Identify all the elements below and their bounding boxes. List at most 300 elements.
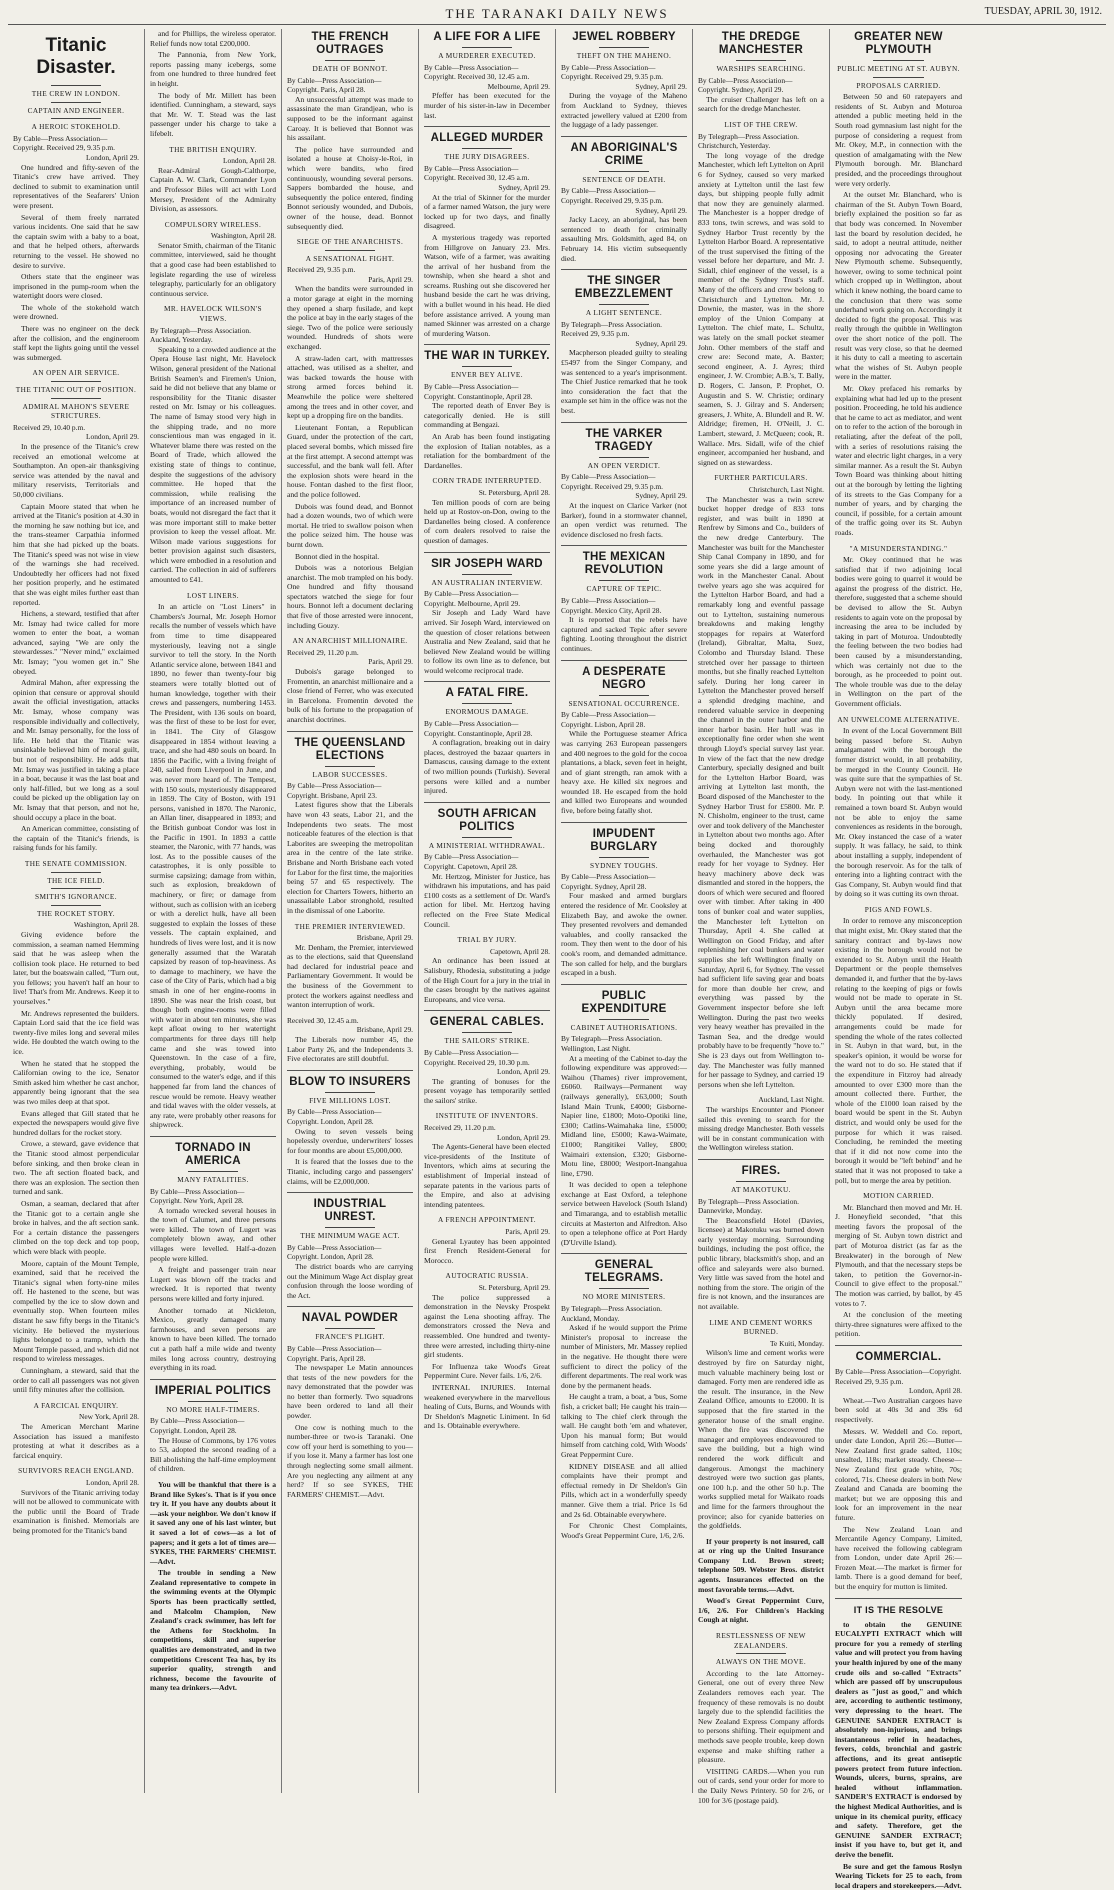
paragraph: The police suppressed a demonstration in the Nevsky Prospekt against the Lena shooting affray. The demonstrators crossed the Neva and reassembled. One hundred and twenty-three were arrested, including thirty-nine girl students. (424, 1293, 550, 1360)
cable-credit: By Cable—Press Association—Copyright. Received 29, 10.30 p.m. (424, 1048, 550, 1067)
paragraph: Wilson's lime and cement works were destroyed by fire on Saturday night, much valuable machinery being lost or damaged. Forty men are rendered idle as the result. The insurance, in the New Zealand Office, amounts to £2000. It is supposed that the fire started in the generator house of the small engine. When the fire was discovered the manager and employees endeavoured to save the building, but a high wind rendered the work difficult and dangerous. Amongst the machinery destroyed were two suction gas plants, one 100 h.p. and the other 50 h.p. The works supplied metal for Waikato roads and lime for the farmers throughout the province; also for cyanide batteries on the goldfields. (698, 1348, 824, 1530)
subhead-rule (736, 1181, 786, 1182)
paragraph: A freight and passenger train near Lugert was blown off the tracks and wrecked. It is reported that twenty persons were killed and forty injured. (150, 1265, 276, 1303)
dateline: Capetown, April 28. (424, 947, 550, 957)
subheadline: AUTOCRATIC RUSSIA. (424, 1271, 550, 1281)
subheadline: AN ANARCHIST MILLIONAIRE. (287, 636, 413, 646)
article (287, 1070, 413, 1186)
subhead-rule (599, 171, 649, 172)
article (424, 476, 550, 545)
subhead-rule (599, 47, 649, 48)
cable-credit: By Telegraph—Press Association. Auckland, Yesterday. (150, 326, 276, 345)
subhead-rule (325, 1227, 375, 1228)
article (698, 1159, 824, 1312)
paragraph: Mr. Okey prefaced his remarks by explaining what had led up to the present position. Proceeding, he told his audience that he came to act as mediator, and went on to refer to the action of the borough in retaliating, after the defeat of the poll, with a series of resolutions raising the water and electric light charges, in a very similar manner. As a result the St. Aubyn Town Board was thinking about hitting out at the borough by letting the lighting of its streets to the Gas Company for a number of years, and by charging the council, if possible, for a certain amount of the traffic going over its St. Aubyn roads. (835, 384, 962, 538)
paragraph: Sir Joseph and Lady Ward have arrived. Sir Joseph Ward, interviewed on the question of closer relations between Australia and New Zealand, said that he believed New Zealand would be willing to follow its own line as to defence, but would welcome reciprocal trade. (424, 608, 550, 675)
article (287, 1306, 413, 1499)
dateline: Paris, April 29. (287, 657, 413, 667)
subhead-rule (51, 398, 101, 399)
subheadline: NO MORE HALF-TIMERS. (150, 1405, 276, 1415)
cable-credit: By Cable—Press Association—Copyright. Brisbane, April 23. (287, 781, 413, 800)
article-divider (561, 660, 687, 661)
paragraph: The long voyage of the dredge Manchester, which left Lyttelton on April 6 for Sydney, caused so very marked anxiety at Lyttelton until the last few days, but shipping people fully admit that now they are genuinely alarmed. The Manchester is a hopper dredge of 833 tons, twin screws, and was sold to Sydney Harbor Trust recently by the Lyttelton Harbor Board. A representative of the trust supervised the fitting of the vessel before her departure, and Mr. J. Sidall, chief engineer of the vessel, is a member of the Sydney Trust's staff. Many of the officers and crew belong to Christchurch and Lyttelton. Mr. J. Downie, the master, was in the shore employ of the Union Company at Lyttelton. The chief mate, L. Schultz, was lately on the small pocket steamer John. Other members of the staff and crew are: Second mate, A. Baxter; second engineer, A. J. Ayres; third engineer, J. W. Crombie; A.B.'s, T. Bally, D. Rogers, C. Janson, P. Prophet, O. Augustin and S. W. Christie; ordinary seamen, S. J. Gilray and S. Andersen; greasers, J. White, A. Blundell and R. W. Aldridge; firemen, H. O'Neill, J. C. Lambert, steward, J. McQueen; cook, R. Wallace. Mrs. Sidall, wife of the chief engineer, accompanied her husband, and signed on as stewardess. (698, 151, 824, 468)
paragraph: It was decided to open a telephone exchange at East Oxford, a telephone service between Havelock (South Island) and Timaranga, and to establish metallic circuits at Masterton and Alfredton. Also to open a telephone office at Port Hardy (D'Urville Island). (561, 1180, 687, 1247)
subheadline: AN UNWELCOME ALTERNATIVE. (835, 715, 962, 725)
paragraph: At the conclusion of the meeting thirty-three signatures were affixed to the petition. (835, 1310, 962, 1339)
subheadline: THE BRITISH ENQUIRY. (150, 145, 276, 155)
paragraph: The newspaper Le Matin announces that tests of the new powders for the navy demonstrated that the powder was no better than formerly. Two squadrons have been ordered to land all their powder. (287, 1363, 413, 1421)
article (150, 591, 276, 1130)
paragraph: The Beaconsfield Hotel (Davies, licensee) at Makotuku was burned down early yesterday morning. Surrounding buildings, including the post office, the public library, blacksmith's shop, and an office and saleyards were also burned. Very little was saved from the hotel and nothing from the store. The origin of the fire is not known, and the insurances are not available. (698, 1216, 824, 1312)
cable-credit: By Cable—Press Association—Copyright. Received 29, 9.35 p.m. (561, 63, 687, 82)
paragraph: Be sure and get the famous Roslyn Wearing Tickets for 25 to each, from local drapers and storekeepers.—Advt. (835, 1862, 962, 1890)
paragraph: Others state that the engineer was imprisoned in the pump-room when the watertight doors were closed. (13, 272, 139, 301)
subheadline: THEFT ON THE MAHENO. (561, 51, 687, 61)
paragraph: One hundred and fifty-seven of the Titanic's crew have arrived. They declined to submit to examination until representatives of the Seafarers' Union were present. (13, 163, 139, 211)
subhead-rule (51, 872, 101, 873)
subhead-rule (325, 766, 375, 767)
dateline: St. Petersburg, April 29. (424, 1283, 550, 1293)
paragraph: Macpherson pleaded guilty to stealing £5497 from the Singer Company, and was sentenced to a year's imprisonment. The Chief Justice remarked that he took into consideration the fact that the example set him in the office was not the best. (561, 348, 687, 415)
paragraph: The Agents-General have been elected vice-presidents of the Institute of Inventors, which aims at securing the establishment of Imperial instead of separate patents in the various parts of the Empire, and also at advising intending patentees. (424, 1142, 550, 1209)
article-divider (287, 1192, 413, 1193)
article (561, 545, 687, 653)
article-divider (835, 1345, 962, 1346)
subheadline: THE ROCKET STORY. (13, 909, 139, 919)
paragraph: In the presence of the Titanic's crew received an emotional welcome at Southampton. An open-air thanksgiving service was attended by the naval and military reservists, Territorials and 50,000 civilians. (13, 442, 139, 500)
subheadline: THE ICE FIELD. (13, 876, 139, 886)
subheadline: ALWAYS ON THE MOVE. (698, 1657, 824, 1667)
paragraph: For Chronic Chest Complaints, Wood's Great Peppermint Cure, 1/6, 2/6. (561, 1521, 687, 1540)
article (698, 1631, 824, 1805)
subhead-rule (599, 580, 649, 581)
subhead-rule (873, 60, 924, 61)
subheadline: THE CREW IN LONDON. (13, 89, 139, 99)
paragraph: Wood's Great Peppermint Cure, 1/6, 2/6. For Children's Hacking Cough at night. (698, 1596, 824, 1625)
cable-credit: By Cable—Press Association—Copyright. Received 30, 12.45 a.m. (424, 164, 550, 183)
headline: THE FRENCH OUTRAGES (287, 31, 413, 57)
cable-credit: Received 29, 10.40 p.m. (13, 423, 139, 433)
article (698, 1537, 824, 1625)
headline: A DESPERATE NEGRO (561, 666, 687, 692)
subheadline: A MURDERER EXECUTED. (424, 51, 550, 61)
headline: A FATAL FIRE. (424, 687, 550, 700)
dateline: London, April 29. (424, 1067, 550, 1077)
cable-credit: By Cable—Press Association—Copyright. Received 29, 9.35 p.m. (561, 186, 687, 205)
cable-credit: By Cable—Press Association—Copyright. Paris, April 28. (287, 1344, 413, 1363)
article (561, 31, 687, 130)
article (287, 731, 413, 916)
dateline: Sydney, April 29. (561, 491, 687, 501)
subheadline: THE PREMIER INTERVIEWED. (287, 922, 413, 932)
paragraph: Mr. Hertzog, Minister for Justice, has withdrawn his imputations, and has paid £100 costs as a settlement of Dr. Ward's action for libel. Mr. Hertzog having reflected on the Free State Medical Council. (424, 872, 550, 930)
paragraph: Another tornado at Nickleton, Mexico, greatly damaged many farmhouses, and seven persons are known to have been killed. The tornado cut a path half a mile wide and twenty miles long across country, destroying everything in its road. (150, 1306, 276, 1373)
subheadline: THE SAILORS' STRIKE. (424, 1036, 550, 1046)
article (13, 859, 139, 1395)
subheadline: THE TITANIC OUT OF POSITION. (13, 385, 139, 395)
article (561, 822, 687, 978)
cable-credit: By Telegraph—Press Association. Christchurch, Yesterday. (698, 132, 824, 151)
dateline: Sydney, April 29. (561, 82, 687, 92)
article (561, 1253, 687, 1540)
article (287, 1192, 413, 1300)
subheadline: SURVIVORS REACH ENGLAND. (13, 1466, 139, 1476)
headline: NAVAL POWDER (287, 1312, 413, 1325)
subheadline: DEATH OF BONNOT. (287, 64, 413, 74)
article-divider (424, 681, 550, 682)
cable-credit: By Telegraph—Press Association. Auckland, Monday. (561, 1304, 687, 1323)
paragraph: Latest figures show that the Liberals have won 43 seats, Labor 21, and the Independents two seats. The most noticeable features of the election is that Laborites are sweeping the metropolitan area in the centre of the late strike. Brisbane and North Brisbane each voted for Labor for the first time, the majorities being 57 and 65 respectively. The election for Charters Towers, hitherto an unassailable Labor stronghold, resulted in the dismissal of one Laborite. (287, 800, 413, 915)
paragraph: An American committee, consisting of the captain of the Titanic's friends, is raising funds for his family. (13, 824, 139, 853)
dateline: London, April 29. (424, 1133, 550, 1143)
paragraph: The cruiser Challenger has left on a search for the dredge Manchester. (698, 95, 824, 114)
article (13, 1466, 139, 1535)
paragraph: The whole of the stokehold watch were drowned. (13, 303, 139, 322)
subheadline: FRANCE'S PLIGHT. (287, 1332, 413, 1342)
subheadline: MOTION CARRIED. (835, 1191, 962, 1201)
paragraph: General Lyautey has been appointed first French Resident-General for Morocco. (424, 1237, 550, 1266)
cable-credit: By Telegraph—Press Association. Wellington, Last Night. (561, 1034, 687, 1053)
paragraph: One cow is nothing much to the number-three or two-is Taranaki. One cow off your herd is something to you—if you lose it. Many a farmer has lost one through neglecting some small ailment. Are you neglecting any ailment at any herd? If so see SYKES, THE FARMERS' CHEMIST.—Advt. (287, 1423, 413, 1500)
article (424, 344, 550, 470)
paragraph: Four masked and armed burglars entered the residence of Mr. Cooksley at Elizabeth Bay, and awoke the owner. They presented revolvers and demanded valuables, and coolly ransacked the room. They then went to the door of his cook's room, and demanded admittance. The son called for help, and the burglars escaped in a bush. (561, 891, 687, 977)
article-divider (424, 344, 550, 345)
subhead-rule (462, 1032, 512, 1033)
subheadline: A MINISTERIAL WITHDRAWAL. (424, 841, 550, 851)
article (561, 660, 687, 816)
article (150, 29, 276, 139)
subheadline: MANY FATALITIES. (150, 1175, 276, 1185)
subheadline: PROPOSALS CARRIED. (835, 81, 962, 91)
headline: INDUSTRIAL UNREST. (287, 1198, 413, 1224)
subhead-rule (736, 1653, 786, 1654)
subhead-rule (873, 77, 924, 78)
cable-credit: By Telegraph—Press Association. Received 29, 9.35 p.m. (561, 320, 687, 339)
subheadline: THE JURY DISAGREES. (424, 152, 550, 162)
subheadline: SENTENCE OF DEATH. (561, 175, 687, 185)
cable-credit: By Cable—Press Association—Copyright. Lisbon, April 28. (561, 710, 687, 729)
cable-credit: By Cable—Press Association—Copyright. Received 29, 9.35 p.m. (13, 134, 139, 153)
article (561, 136, 687, 263)
subheadline: CAPTAIN AND ENGINEER. (13, 106, 139, 116)
paragraph: KIDNEY DISEASE and all allied complaints have their prompt and effectual remedy in Dr Sheldon's Gin Pills, which act in a wonderfully speedy manner. Give them a trial. Price 1s 6d and 2s 6d. Obtainable everywhere. (561, 1462, 687, 1520)
article-divider (698, 1159, 824, 1160)
cable-credit: By Cable—Press Association—Copyright. Sydney, April 28. (561, 872, 687, 891)
subhead-rule (462, 366, 512, 367)
article-divider (287, 1070, 413, 1071)
subheadline: "A MISUNDERSTANDING." (835, 544, 962, 554)
article (150, 1379, 276, 1474)
cable-credit: Received 30, 12.45 a.m. (287, 1016, 413, 1026)
article (835, 31, 962, 538)
subhead-rule (462, 703, 512, 704)
cable-credit: By Cable—Press Association—Copyright. Received 29, 9.35 p.m. (835, 1367, 962, 1386)
subhead-rule (51, 905, 101, 906)
paragraph: Mr. Andrews represented the builders. Captain Lord said that the ice field was twenty-five miles long and several miles wide. He doubted the watch owing to the ice. (13, 1009, 139, 1057)
paragraph: Bonnot died in the hospital. (287, 552, 413, 562)
paragraph: and for Phillips, the wireless operator. Relief funds now total £200,000. (150, 29, 276, 48)
subheadline: CORN TRADE INTERRUPTED. (424, 476, 550, 486)
subheadline: PUBLIC MEETING AT ST. AUBYN. (835, 64, 962, 74)
subheadline: SIEGE OF THE ANARCHISTS. (287, 237, 413, 247)
dateline: Washington, April 28. (150, 231, 276, 241)
subheadline: AT MAKOTUKU. (698, 1185, 824, 1195)
paragraph: Jacky Lacey, an aboriginal, has been sentenced to death for criminally assaulting Mrs. Goldsmith, aged 84, on February 14. His victim subsequently died. (561, 215, 687, 263)
paragraph: Osman, a seaman, declared that after the Titanic got to a certain angle she broke in halves, and the aft section sank. For a certain distance the passengers climbed on the top deck and top poop, which were black with people. (13, 1199, 139, 1257)
dateline: London, April 28. (835, 1386, 962, 1396)
dateline: Sydney, April 29. (561, 206, 687, 216)
headline: ALLEGED MURDER (424, 132, 550, 145)
dateline: Christchurch, Last Night. (698, 485, 824, 495)
paragraph: INTERNAL INJURIES. Internal weakened everywhere in the marvellous healing of Cuts, Burns, and Wounds with Dr Sheldon's Magnetic Liniment. In 6d and 1s. Obtainable everywhere. (424, 1383, 550, 1431)
headline: JEWEL ROBBERY (561, 31, 687, 44)
subheadline: AN AUSTRALIAN INTERVIEW. (424, 578, 550, 588)
subheadline: AN OPEN VERDICT. (561, 461, 687, 471)
paragraph: Giving evidence before the commission, a seaman named Hemming said that he was asleep when the collision took place. He returned to bed later, but the boatswain called, "Turn out, you fellows; you haven't half an hour to live! That's from Mr. Andrews. Keep it to yourselves." (13, 930, 139, 1007)
article-divider (561, 545, 687, 546)
article (150, 1136, 276, 1373)
cable-credit: By Cable—Press Association—Copyright. Capetown, April 28. (424, 852, 550, 871)
subheadline: CAPTURE OF TEPIC. (561, 584, 687, 594)
paragraph: The reported death of Enver Bey is categorically denied. He is still commanding at Bengazi. (424, 401, 550, 430)
dateline: London, April 29. (13, 432, 139, 442)
paragraph: Several of them freely narrated various incidents. One said that he saw the captain swim with a baby to a boat, and that he helped others, afterwards returning to the vessel. He showed no desire to survive. (13, 213, 139, 271)
subheadline: COMPULSORY WIRELESS. (150, 220, 276, 230)
article (287, 1016, 413, 1064)
subhead-rule (51, 102, 101, 103)
paragraph: You will be thankful that there is a Brand like Sykes's. That is if you once try it. If you have any doubts about it—ask your neighbor. We don't know if it saved any one of his last winter, but it saved a lot of cows—as a lot of papers; and it gets a lot of times are—SYKES, THE FARMERS' CHEMIST.—Advt. (150, 1480, 276, 1566)
paragraph: An ordinance has been issued at Salisbury, Rhodesia, substituting a judge of the High Court for a jury in the trial in the cases brought by the natives against Europeans, and vice versa. (424, 956, 550, 1004)
article-divider (561, 422, 687, 423)
article-divider (424, 1010, 550, 1011)
paragraph: It is feared that the losses due to the Titanic, including cargo and passengers' claims, will be £2,000,000. (287, 1157, 413, 1186)
subheadline: NO MORE MINISTERS. (561, 1292, 687, 1302)
cable-credit: Received 29, 9.35 p.m. (287, 265, 413, 275)
paragraph: Lieutenant Fontan, a Republican Guard, under the protection of the cart, placed several bombs, which missed fire at the first attempt. A second attempt was successful, and the bank wall fell. After the explosion shots were heard in the house. Fontan dashed to the first floor, and the police followed. (287, 423, 413, 500)
paragraph: Mr. Blanchard then moved and Mr. H. J. Honeyfield seconded, "that this meeting favors the proposal of the merging of St. Aubyn town district and part of Moturoa district (as far as the Breakwater) in the borough of New Plymouth, and that the necessary steps be taken, to petition the Governor-in-Council to give effect to the proposal." The motion was carried, by ballot, by 45 votes to 7. (835, 1203, 962, 1309)
subhead-rule (599, 1019, 649, 1020)
paragraph: Wheat.—Two Australian cargoes have been sold at 40s 3d and 39s 6d respectively. (835, 1396, 962, 1425)
headline: SOUTH AFRICAN POLITICS (424, 808, 550, 834)
paragraph: When he stated that he stopped the Californian owing to the ice, Senator Smith asked him whether he cast anchor, apparently being ignorant that the sea was two miles deep at that spot. (13, 1059, 139, 1107)
article (698, 473, 824, 1089)
dateline: London, April 28. (13, 1478, 139, 1488)
subheadline: WARSHIPS SEARCHING. (698, 64, 824, 74)
subhead-rule (51, 381, 101, 382)
article (13, 1401, 139, 1461)
dateline: Sydney, April 29. (424, 183, 550, 193)
paragraph: Admiral Mahon, after expressing the opinion that censure or approval should await the official investigation, attacks Mr. Ismay, whose company was responsible individually and collectively, and Mr. Ismay personally, for the loss of life. He held that the Titanic was unsinkable believed him of moral guilt, but not of responsibility. He adds that Mr. Ismay was justified in taking a place in a boat, because it was the last boat and only half-filled, but we long as a soul could be picked up the obligation lay on Mr. Ismay that that person, and not he, should occupy a place in the boat. (13, 678, 139, 822)
paragraph: Captain Moore stated that when he arrived at the Titanic's position at 4.30 in the morning he saw nothing but ice, and the trans-steamer Carpathia informed him that she had picked up the boats. The Titanic's speed was not wise in view of the warnings she had received. Undoubtedly her officers had not fixed her position properly, and he estimated that she was eight miles further east than reported. (13, 502, 139, 608)
subheadline: SENSATIONAL OCCURRENCE. (561, 699, 687, 709)
article-divider (150, 1136, 276, 1137)
subheadline: LABOR SUCCESSES. (287, 770, 413, 780)
paragraph: A conflagration, breaking out in dairy places, destroyed the bazaar quarters in Damascus, causing damage to the extent of two million pounds (Turkish). Several persons were killed and a number injured. (424, 738, 550, 796)
article (835, 1191, 962, 1339)
article (698, 1095, 824, 1153)
subhead-rule (599, 857, 649, 858)
paragraph: The Pannonia, from New York, reports passing many icebergs, some from one hundred to three hundred feet in height. (150, 50, 276, 88)
headline: IMPERIAL POLITICS (150, 1385, 276, 1398)
subheadline: THE SENATE COMMISSION. (13, 859, 139, 869)
subhead-rule (462, 574, 512, 575)
cable-credit: By Cable—Press Association—Copyright. Paris, April 28. (287, 76, 413, 95)
article (561, 422, 687, 540)
headline: GENERAL CABLES. (424, 1016, 550, 1029)
subhead-rule (188, 1401, 238, 1402)
news-columns (8, 29, 1106, 1793)
subheadline: A FRENCH APPOINTMENT. (424, 1215, 550, 1225)
column-6 (693, 29, 830, 1793)
article (424, 1010, 550, 1105)
subheadline: PIGS AND FOWLS. (835, 905, 962, 915)
subhead-rule (51, 888, 101, 889)
subheadline: MR. HAVELOCK WILSON'S VIEWS. (150, 304, 276, 323)
subheadline: LIME AND CEMENT WORKS BURNED. (698, 1318, 824, 1337)
cable-credit: By Cable—Press Association—Copyright. Sydney, April 29. (698, 76, 824, 95)
subhead-rule (599, 457, 649, 458)
article (424, 31, 550, 120)
subheadline: ADMIRAL MAHON'S SEVERE STRICTURES. (13, 402, 139, 421)
article (424, 1271, 550, 1431)
subheadline: INSTITUTE OF INVENTORS. (424, 1111, 550, 1121)
article (150, 145, 276, 214)
headline: THE DREDGE MANCHESTER (698, 31, 824, 57)
cable-credit: By Cable—Press Association—Copyright. London, April 28. (287, 1243, 413, 1262)
subheadline: A HEROIC STOKEHOLD. (13, 122, 139, 132)
article (698, 120, 824, 467)
paragraph: The district boards who are carrying out the Minimum Wage Act display great confusion through the loose wording of the Act. (287, 1262, 413, 1300)
cable-credit: By Telegraph—Press Association. Dannevirke, Monday. (698, 1197, 824, 1216)
cable-credit: By Cable—Press Association—Copyright. Mexico City, April 28. (561, 596, 687, 615)
paragraph: The Liberals now number 45, the Labor Party 26, and the Independents 3. Five electorates are still doubtful. (287, 1035, 413, 1064)
paragraph: The granting of bonuses for the present voyage has temporarily settled the sailors' strike. (424, 1077, 550, 1106)
subheadline: ENORMOUS DAMAGE. (424, 707, 550, 717)
paragraph: to obtain the GENUINE EUCALYPTI EXTRACT which will procure for you a remedy of sterling value and will protect you from having your health injured by one of the many crude oils and so-called "Extracts" which are passed off by unscrupulous dealers as "just as good," and which are, according to authentic testimony, very depressing to the heart. The GENUINE SANDER EXTRACT is absolutely non-injurious, and brings instantaneous relief in headaches, fevers, colds, bronchial and gastric affections, and its great antiseptic powers protect from future infection. Wounds, ulcers, burns, sprains, are healed without inflammation. SANDER'S EXTRACT is endorsed by the highest Medical Authorities, and is unique in its chemical purity, efficacy and safety. Therefore, get the GENUINE SANDER EXTRACT; insist if you have to, but get it, and derive the benefit. (835, 1620, 962, 1860)
headline: GENERAL TELEGRAMS. (561, 1259, 687, 1285)
paragraph: Owing to seven vessels being hopelessly overdue, underwriters' losses for four months are about £5,000,000. (287, 1127, 413, 1156)
headline: Titanic Disaster. (13, 35, 139, 79)
cable-credit: By Cable—Press Association—Copyright. Melbourne, April 29. (424, 589, 550, 608)
subheadline: ENVER BEY ALIVE. (424, 370, 550, 380)
subhead-rule (325, 250, 375, 251)
cable-credit: By Cable—Press Association—Copyright. London, April 28. (287, 1107, 413, 1126)
subhead-rule (599, 304, 649, 305)
headline: THE QUEENSLAND ELECTIONS (287, 737, 413, 763)
column-5 (556, 29, 693, 1793)
paragraph: At the trial of Skinner for the murder of a farmer named Watson, the jury were locked up for two days, and finally disagreed. (424, 193, 550, 231)
subhead-rule (462, 837, 512, 838)
subheadline: THE MINIMUM WAGE ACT. (287, 1231, 413, 1241)
column-4 (419, 29, 556, 1793)
paragraph: When the bandits were surrounded in a motor garage at eight in the morning they opened a sharp fusilade, and kept the police at bay in the early stages of the siege. Two of the police were seriously wounded. Hundreds of shots were exchanged. (287, 284, 413, 351)
article (424, 1111, 550, 1209)
subhead-rule (51, 118, 101, 119)
article (424, 552, 550, 676)
issue-date: TUESDAY, APRIL 30, 1912. (985, 6, 1102, 17)
paragraph: Rear-Admiral Gough-Calthorpe, Captain A. W. Clark, Commander Lyon and Professor Biles will act with Lord Mersey, President of the Admiralty Division, as assessors. (150, 166, 276, 214)
paragraph: Crowe, a steward, gave evidence that the Titanic stood almost perpendicular before sinking, and then broke clean in two. The aft section floated back, and there was an explosion. The section then turned and sank. (13, 1139, 139, 1197)
subheadline: A LIGHT SENTENCE. (561, 308, 687, 318)
paragraph: Cunningham, a steward, said that the order to call all passengers was not given until fifty minutes after the collision. (13, 1366, 139, 1395)
subheadline: A FARCICAL ENQUIRY. (13, 1401, 139, 1411)
subhead-rule (462, 148, 512, 149)
article (13, 368, 139, 853)
dateline: London, April 29. (13, 153, 139, 163)
cable-credit: By Cable—Press Association—Copyright. London, April 28. (150, 1416, 276, 1435)
paragraph: The warships Encounter and Pioneer sailed this evening to search for the missing dredge Manchester. Both vessels will be in constant communication with the Wellington wireless station. (698, 1105, 824, 1153)
dateline: Melbourne, April 29. (424, 82, 550, 92)
dateline: New York, April 28. (13, 1412, 139, 1422)
cable-credit: Received 29, 11.20 p.m. (287, 648, 413, 658)
subheadline: LIST OF THE CREW. (698, 120, 824, 130)
dateline: Sydney, April 29. (561, 339, 687, 349)
article-divider (150, 1379, 276, 1380)
paragraph: Moore, captain of the Mount Temple, examined, said that he received the Titanic's signal when forty-nine miles off. He hastened to the scene, but was compelled by the ice to slow down and eventually stop. When fourteen miles distant he saw fifty bergs in the Titanic's vicinity. He believed the mysterious lights belonged to a tramp, which the Mount Temple passed, and which did not respond to wireless messages. (13, 1259, 139, 1365)
subheadline: AN OPEN AIR SERVICE. (13, 368, 139, 378)
article (835, 1345, 962, 1592)
paragraph: Dubois's garage belonged to Fromentin, an anarchist millionaire and a close friend of Ferrer, who was executed in Barcelona. Fromentin devoted the bulk of his fortune to the propagation of anarchist doctrines. (287, 667, 413, 725)
column-2 (145, 29, 282, 1793)
headline: SIR JOSEPH WARD (424, 558, 550, 571)
dateline: London, April 28. (150, 156, 276, 166)
headline: THE MEXICAN REVOLUTION (561, 551, 687, 577)
article (424, 802, 550, 929)
paragraph: In event of the Local Government Bill being passed before St. Aubyn amalgamated with the borough the former district would, in all probability, be merged in the County Council. He was quite sure that the sympathies of St. Aubyn were not with the last-mentioned body. In pointing out that while it remained a town board St. Aubyn would not be able to enjoy the same conveniences as residents in the borough, Mr. Okey instanced the case of a water supply. It was fallacy, he said, to think about installing a supply, independent of the borough reservoir. As for the talk of entering into a lighting contract with the Gas Company, St. Aubyn would find that by doing so it was cutting its own throat. (835, 726, 962, 899)
article-divider (561, 1253, 687, 1254)
article (561, 984, 687, 1248)
article (150, 220, 276, 299)
paragraph: The trouble in sending a New Zealand representative to compete in the swimming events at the Olympic Sports has been practically settled, and Malcolm Champion, New Zealand's crack swimmer, has left for the Athens for Stockholm. In competitions, skill and superior qualities are demonstrated, and in two competitions Crescent Tea has, by its superior quality, strength and richness, become the favourite of many tea drinkers.—Advt. (150, 1568, 276, 1693)
paragraph: In order to remove any misconception that might exist, Mr. Okey stated that the sanitary contract and by-laws now existing in the borough would not be extended to St. Aubyn until the Health Department or the people themselves demanded it, and further that the by-laws relating to the keeping of pigs or fowls would not be made to operate in St. Aubyn until the area became more thickly populated. If desired, arrangements could be made for spending the whole of the rates collected in St. Aubyn in that ward, but, in the speaker's opinion, it would be worse for the ward not to do so. He stated that if the expenditure in Fitzroy had already amounted to over £300 more than the amount collected there. Further, the whole of the £1000 loan raised by the board would be spent in the St. Aubyn district, and would only be used for the purpose for which it was raised. Concluding, he reminded the meeting that if it did not now come into the borough it would be "left behind" and he stated that it was not proposed to take a poll, but to merge the area by petition. (835, 916, 962, 1185)
article (287, 636, 413, 724)
paragraph: An Arab has been found instigating the explosion of Italian notables, as a retaliation for the bombardment of the Dardanelles. (424, 432, 550, 470)
dateline: Paris, April 29. (287, 275, 413, 285)
paragraph: Mr. Denham, the Premier, interviewed as to the elections, said that Queensland had declared for industrial peace and Parliamentary Government. It would be the business of the Government to protect the workers against needless and wanton interruption of work. (287, 943, 413, 1010)
paragraph: The Manchester was a twin screw bucket hopper dredge of 833 tons register, and was built in 1890 at Renfrew by Simons and Co., builders of the new dredge Canterbury. The Manchester was built for the Manchester Ship Canal Company in 1890, and for some years she did a large amount of work in the Manchester Canal. About twelve years ago she was acquired for the Lyttelton Harbor Board, and had a remarkably long and eventful passage out to Lyttelton, sustaining numerous breakdowns and making lengthy stoppages for repairs at Waterford (Ireland), Gibraltar, Malta, Suez, Colombo and Thursday Island. These stretched over her passage to thirteen months, but she finally reached Lyttelton safely. During her long career in Lyttelton the Manchester proved herself a splendid dredging machine, and rendered valuable service in deepening the channel in the outer harbor and the inner harbor basin. Her hull was in exceptionally fine order when she went through Lloyd's special survey last year. In view of the fact that the new dredge Canterbury, specially designed and built for the Lyttelton Harbor Board, was arriving at Lyttelton last month, the Board disposed of the Manchester to the Sydney Harbor Trust for £5800. Mr. P. N. Chisholm, engineer to the trust, came over and took delivery of the Manchester in Lyttelton about two months ago. After being docked and thoroughly overhauled, the Manchester was got ready for her voyage to Sydney. Her heavy machinery above deck was dismantled and stored in the hoppers, the doors of which were secured and floored over with timber. After taking in 400 tons of bunker coal and water supplies, the Manchester left Lyttelton on Thursday, April 4. She called at Wellington on Good Friday, and after replenishing her coal bunkers and water supplies she left Wellington finally on Saturday, April 6, for Sydney. The vessel had sufficient life saving gear and boats for more than double her crew, and everything was passed by the Government inspector before she left Wellington. During the past two weeks very heavy weather has prevailed in the Tasman Sea, and the dredge would probably have to be frequently "hove to." She is 23 days out from Wellington to-day. The Manchester was fully manned for her passage to Sydney, and carried 19 persons when she left Lyttelton. (698, 495, 824, 1090)
subheadline: CABINET AUTHORISATIONS. (561, 1023, 687, 1033)
paragraph: The police have surrounded and isolated a house at Choisy-le-Roi, in which were bandits, who fired continuously, wounding several persons. Sappers bombarded the house, and subsequently the police entered, finding Bonnot seriously wounded, and Dubois, owner of the house, dead. Bonnot subsequently died. (287, 145, 413, 231)
article-divider (561, 269, 687, 270)
article (698, 31, 824, 114)
masthead (8, 6, 1106, 25)
subhead-rule (462, 47, 512, 48)
headline: TORNADO IN AMERICA (150, 1142, 276, 1168)
article-divider (287, 731, 413, 732)
paragraph: Asked if he would support the Prime Minister's proposal to increase the number of Ministers, Mr. Massey replied in the negative. He thought there were sufficient to direct the policy of the different departments. The real work was done by the permanent heads. (561, 1323, 687, 1390)
article-divider (287, 1306, 413, 1307)
subheadline: FURTHER PARTICULARS. (698, 473, 824, 483)
article-divider (561, 136, 687, 137)
article (698, 1318, 824, 1531)
article (835, 1598, 962, 1890)
subhead-rule (325, 1092, 375, 1093)
headline: THE VARKER TRAGEDY (561, 428, 687, 454)
headline: THE WAR IN TURKEY. (424, 350, 550, 363)
subheadline: FIVE MILLIONS LOST. (287, 1096, 413, 1106)
paragraph: A mysterious tragedy was reported from Hillgrove on January 23. Mrs. Watson, wife of a farmer, was awaiting the arrival of her husband from the township, when she heard a shot and screams. Rushing out she discovered her husband beside the cart he was driving, with a bullet wound in his head. He died before assistance arrived. A young man named Skinner was arrested on a charge of murdering Watson. (424, 233, 550, 339)
paragraph: Survivors of the Titanic arriving today will not be allowed to communicate with the public until the Board of Trade examination is finished. Memorials are being promoted for the Titanic's band (13, 1488, 139, 1536)
article (424, 126, 550, 338)
article (835, 905, 962, 1185)
article-divider (835, 1598, 962, 1599)
headline: COMMERCIAL. (835, 1351, 962, 1364)
dateline: Auckland, Last Night. (698, 1095, 824, 1105)
headline: PUBLIC EXPENDITURE (561, 990, 687, 1016)
paragraph: At a meeting of the Cabinet to-day the following expenditure was approved:— Waihou (Thames) river improvement, £6060. Railways—Permanent way (railways generally), £63,000; South Island Main Trunk, £4000; Gisborne-Napier line, £1800; Moto-Opotiki line, £300; Catlins-Waimahaka line, £5000; Midland line, £5000; Kawa-Waimate, £1000; Rangitikei Valley, £800; Waimairi extension, £320; Gisborne-Motu line, £8000; Westport-Inangahua line, £790. (561, 1054, 687, 1179)
subheadline: SYDNEY TOUGHS. (561, 861, 687, 871)
paper-title: THE TARANAKI DAILY NEWS (0, 6, 1114, 22)
